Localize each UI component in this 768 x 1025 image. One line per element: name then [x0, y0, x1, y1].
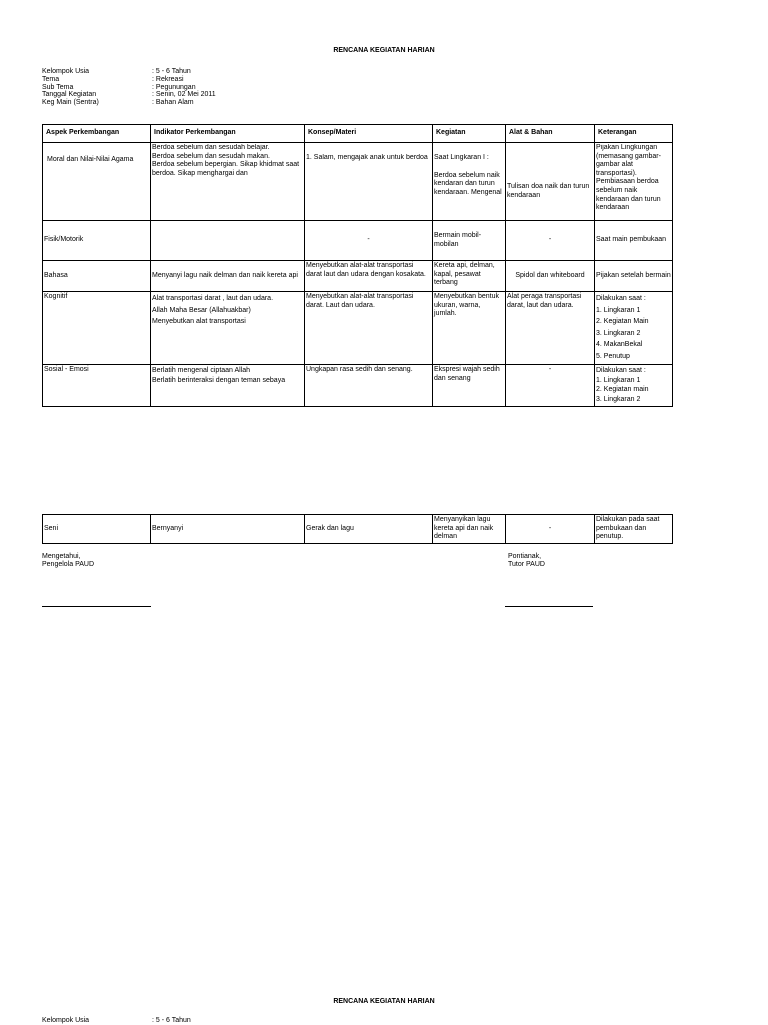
- signature-line-right: [505, 606, 593, 607]
- header-alat: Alat & Bahan: [506, 125, 595, 143]
- indikator-line: Allah Maha Besar (Allahuakbar): [152, 306, 251, 314]
- cell-alat: Tulisan doa naik dan turun kendaraan: [506, 143, 595, 221]
- cell-aspek: Sosial - Emosi: [43, 365, 151, 407]
- indikator-line: Berlatih mengenal ciptaan Allah: [152, 367, 251, 374]
- cell-kegiatan: Menyebutkan bentuk ukuran, warna, jumlah.: [433, 292, 506, 365]
- table-row-fisik: [43, 221, 673, 261]
- cell-keterangan: Saat main pembukaan: [595, 221, 673, 261]
- cell-alat: Alat peraga transportasi darat, laut dan udara.: [506, 292, 595, 365]
- indikator-line: Berdoa sebelum bepergian. Sikap khidmat saat berdoa. Sikap menghargai dan: [152, 161, 300, 177]
- cell-alat: Spidol dan whiteboard: [506, 261, 595, 292]
- table-row-bahasa: [43, 261, 673, 292]
- info-block: [42, 68, 342, 107]
- signature-left-line2: Pengelola PAUD: [42, 561, 95, 569]
- cell-konsep: [305, 143, 433, 221]
- info-row-keg-main: [42, 99, 342, 107]
- keterangan-text: Pijakan Lingkungan (memasang gambar-gambar alat transportasi). Pembiasaan berdoa sebelum naik kendaraan dan turun kendaraan: [596, 144, 661, 212]
- info-value: : Senin, 02 Mei 2011: [152, 91, 216, 99]
- cell-aspek: Bahasa: [43, 261, 151, 292]
- cell-alat: -: [506, 221, 595, 261]
- info-row-sub-tema: [42, 84, 342, 92]
- info-label: Kelompok Usia: [42, 1017, 90, 1024]
- signature-left-line1: Mengetahui,: [42, 553, 81, 560]
- cell-alat: -: [506, 365, 595, 407]
- indikator-line: Alat transportasi darat , laut dan udara.: [152, 295, 274, 302]
- info-value: : Bahan Alam: [152, 99, 194, 107]
- cell-indikator: [151, 292, 305, 365]
- info-value: : Pegunungan: [152, 83, 196, 91]
- info-value: : Rekreasi: [152, 75, 184, 83]
- keterangan-line: 2. Kegiatan main: [596, 386, 649, 393]
- cell-konsep: Menyebutkan alat-alat transportasi darat. Laut dan udara.: [305, 292, 433, 365]
- cell-indikator: Bernyanyi: [151, 515, 305, 544]
- cell-kegiatan: Menyanyikan lagu kereta api dan naik delman: [433, 515, 506, 544]
- header-konsep: Konsep/Materi: [305, 125, 433, 143]
- kegiatan-line: Berdoa sebelum naik kendaran dan turun kendaraan. Mengenal: [434, 171, 502, 196]
- keterangan-line: Dilakukan saat :: [596, 367, 646, 374]
- keterangan-line: 2. Kegiatan Main: [596, 318, 649, 325]
- cell-konsep: Gerak dan lagu: [305, 515, 433, 544]
- signature-left: [42, 553, 94, 570]
- konsep-text: 1. Salam, mengajak anak untuk berdoa: [306, 154, 428, 161]
- table-row-kognitif: [43, 292, 673, 365]
- header-keterangan: Keterangan: [595, 125, 673, 143]
- cell-aspek: Fisik/Motorik: [43, 221, 151, 261]
- cell-keterangan: [595, 292, 673, 365]
- cell-keterangan: Pijakan setelah bermain: [595, 261, 673, 292]
- cell-konsep: -: [305, 221, 433, 261]
- info-value: : 5 - 6 Tahun: [152, 68, 191, 75]
- keterangan-line: 1. Lingkaran 1: [596, 376, 641, 384]
- info-label: Keg Main (Sentra): [42, 99, 99, 107]
- keterangan-line: 5. Penutup: [596, 352, 630, 360]
- keterangan-line: 4. MakanBekal: [596, 341, 643, 348]
- cell-aspek: Moral dan Nilai-Nilai Agama: [43, 143, 151, 221]
- header-kegiatan: Kegiatan: [433, 125, 506, 143]
- keterangan-line: 1. Lingkaran 1: [596, 306, 641, 314]
- next-page-title: RENCANA KEGIATAN HARIAN: [333, 998, 435, 1005]
- cell-indikator: [151, 143, 305, 221]
- keterangan-line: Dilakukan saat :: [596, 295, 646, 302]
- indikator-line: Berdoa sebelum dan sesudah makan.: [152, 152, 270, 160]
- indikator-line: Berlatih berinteraksi dengan teman sebaya: [152, 377, 286, 384]
- info-row-tanggal: [42, 91, 342, 99]
- cell-aspek: Seni: [43, 515, 151, 544]
- signature-line-left: [42, 606, 151, 607]
- cell-kegiatan: [433, 143, 506, 221]
- indikator-line: Menyebutkan alat transportasi: [152, 318, 246, 325]
- activity-table: [42, 124, 673, 407]
- cell-indikator: Menyanyi lagu naik delman dan naik kereta api: [151, 261, 305, 292]
- cell-indikator: [151, 221, 305, 261]
- cell-keterangan: Dilakukan pada saat pembukaan dan penutup.: [595, 515, 673, 544]
- cell-konsep: Ungkapan rasa sedih dan senang.: [305, 365, 433, 407]
- info-row-kelompok-usia: [42, 68, 342, 76]
- cell-kegiatan: Kereta api, delman, kapal, pesawat terbang: [433, 261, 506, 292]
- table-row-seni: [43, 515, 673, 544]
- signature-right: [508, 553, 545, 570]
- cell-alat: -: [506, 515, 595, 544]
- info-label: Sub Tema: [42, 83, 74, 91]
- info-label: Kelompok Usia: [42, 68, 90, 75]
- info-row-tema: [42, 76, 342, 84]
- header-indikator: Indikator Perkembangan: [151, 125, 305, 143]
- cell-keterangan: [595, 143, 673, 221]
- signature-right-line1: Pontianak,: [508, 553, 542, 560]
- keterangan-line: 3. Lingkaran 2: [596, 329, 641, 337]
- page-title: RENCANA KEGIATAN HARIAN: [333, 47, 435, 54]
- cell-keterangan: [595, 365, 673, 407]
- cell-indikator: [151, 365, 305, 407]
- keterangan-line: 3. Lingkaran 2: [596, 395, 641, 403]
- header-aspek: Aspek Perkembangan: [43, 125, 151, 143]
- cell-kegiatan: Ekspresi wajah sedih dan senang: [433, 365, 506, 407]
- kegiatan-line: Saat Lingkaran I :: [434, 154, 489, 161]
- table-row-sosial: [43, 365, 673, 407]
- signature-right-line2: Tutor PAUD: [508, 561, 545, 569]
- indikator-line: Berdoa sebelum dan sesudah belajar.: [152, 144, 270, 151]
- info-label: Tema: [42, 75, 60, 83]
- info-label: Tanggal Kegiatan: [42, 91, 97, 99]
- table-header-row: [43, 125, 673, 143]
- table-row-moral: [43, 143, 673, 221]
- info-value: : 5 - 6 Tahun: [152, 1017, 191, 1024]
- cell-aspek: Kognitif: [43, 292, 151, 365]
- seni-table: [42, 514, 673, 544]
- cell-kegiatan: Bermain mobil-mobilan: [433, 221, 506, 261]
- cell-konsep: Menyebutkan alat-alat transportasi darat laut dan udara dengan kosakata.: [305, 261, 433, 292]
